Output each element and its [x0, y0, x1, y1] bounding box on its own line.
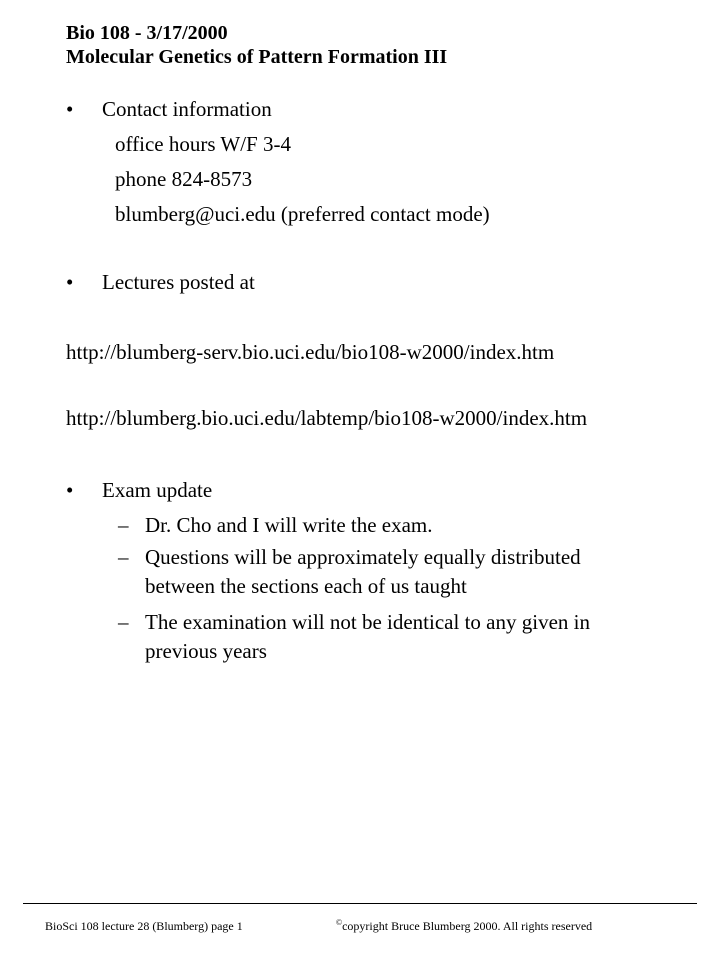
- dash-marker: –: [118, 545, 129, 569]
- bullet-marker: •: [66, 270, 74, 294]
- office-hours-text: office hours W/F 3-4: [115, 132, 291, 156]
- exam-item-line: previous years: [145, 639, 267, 663]
- title-line-topic: Molecular Genetics of Pattern Formation III: [66, 46, 448, 68]
- exam-heading: Exam update: [102, 478, 213, 502]
- exam-item-line: between the sections each of us taught: [145, 574, 467, 598]
- bullet-marker: •: [66, 97, 74, 121]
- footer-copyright-text: copyright Bruce Blumberg 2000. All rights reserved: [342, 919, 593, 933]
- dash-marker: –: [118, 610, 129, 634]
- title-line-course-date: Bio 108 - 3/17/2000: [66, 22, 228, 44]
- email-text: blumberg@uci.edu (preferred contact mode): [115, 202, 490, 226]
- exam-item-line: Dr. Cho and I will write the exam.: [145, 513, 433, 537]
- footer-divider: [23, 903, 697, 904]
- footer-copyright: [336, 919, 592, 933]
- footer-page-info: BioSci 108 lecture 28 (Blumberg) page 1: [45, 919, 243, 933]
- lecture-url-secondary: http://blumberg.bio.uci.edu/labtemp/bio108-w2000/index.htm: [66, 406, 588, 430]
- contact-heading: Contact information: [102, 97, 272, 121]
- dash-marker: –: [118, 513, 129, 537]
- copyright-symbol: ©: [336, 918, 343, 927]
- lecture-url-primary: http://blumberg-serv.bio.uci.edu/bio108-w2000/index.htm: [66, 340, 555, 364]
- lectures-heading: Lectures posted at: [102, 270, 255, 294]
- exam-item-line: The examination will not be identical to any given in: [145, 610, 590, 634]
- phone-text: phone 824-8573: [115, 167, 253, 191]
- exam-item-line: Questions will be approximately equally distributed: [145, 545, 581, 569]
- bullet-marker: •: [66, 478, 74, 502]
- page-title: [66, 21, 447, 69]
